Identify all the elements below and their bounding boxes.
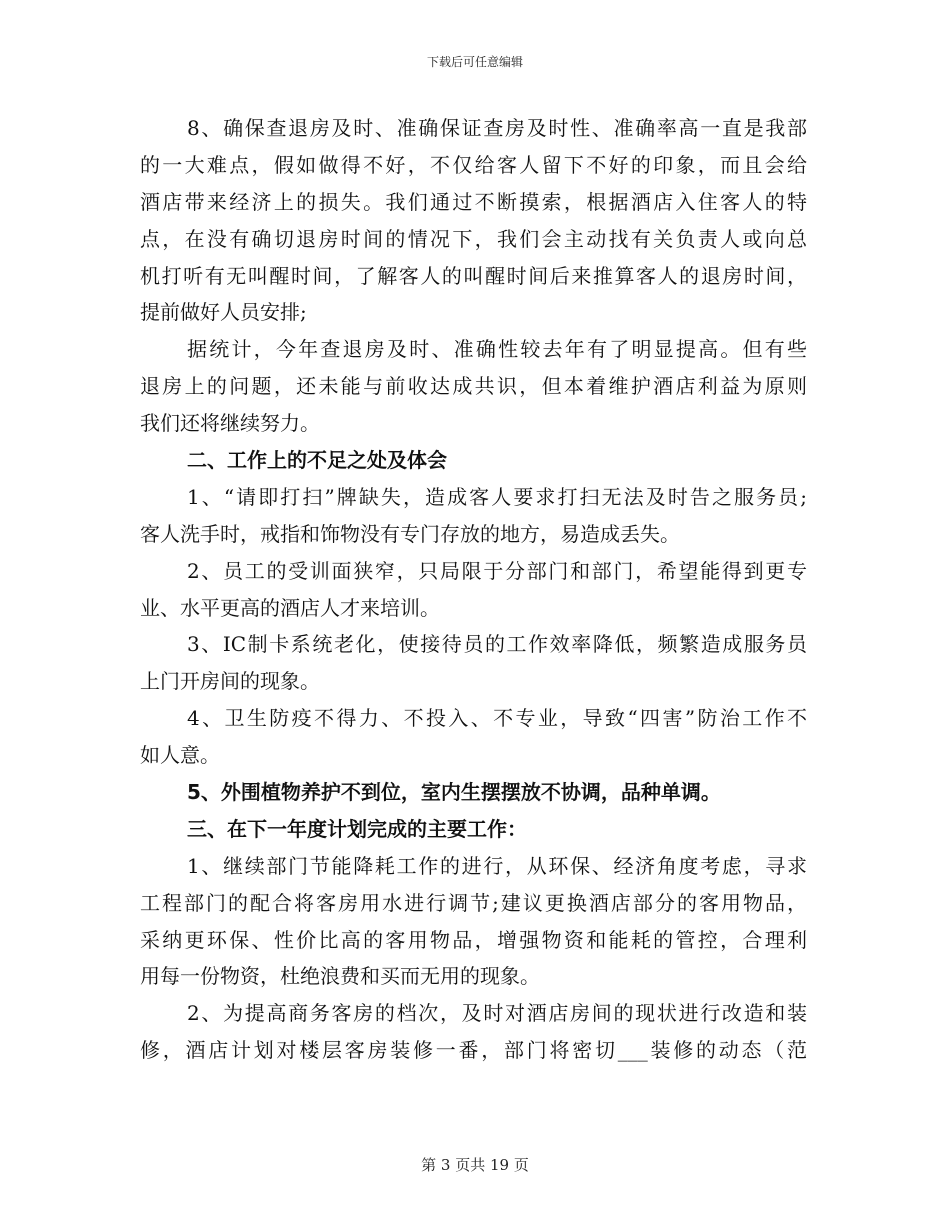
paragraph-line: 退房上的问题，还未能与前收达成共识，但本着维护酒店利益为原则 (140, 374, 807, 399)
paragraph-line: 4、卫生防疫不得力、不投入、不专业，导致“四害”防治工作不 (187, 706, 807, 731)
section-heading: 三、在下一年度计划完成的主要工作： (187, 816, 527, 841)
paragraph-line: 工程部门的配合将客房用水进行调节;建议更换酒店部分的客用物品， (140, 890, 807, 915)
paragraph-line: 如人意。 (140, 743, 220, 768)
paragraph-line: 客人洗手时，戒指和饰物没有专门存放的地方，易造成丢失。 (140, 521, 680, 546)
paragraph-line: 2、员工的受训面狭窄，只局限于分部门和部门，希望能得到更专 (187, 558, 807, 583)
paragraph-line: 业、水平更高的酒店人才来培训。 (140, 595, 440, 620)
paragraph-line: 8、确保查退房及时、准确保证查房及时性、准确率高一直是我部 (187, 116, 807, 140)
paragraph-line: 上门开房间的现象。 (140, 669, 320, 694)
paragraph-line: 点，在没有确切退房时间的情况下，我们会主动找有关负责人或向总 (140, 226, 807, 251)
paragraph-line: 3、IC制卡系统老化，使接待员的工作效率降低，频繁造成服务员 (187, 632, 807, 657)
section-heading: 二、工作上的不足之处及体会 (187, 448, 447, 473)
paragraph-line: 我们还将继续努力。 (140, 411, 320, 436)
page-number-footer: 第 3 页共 19 页 (421, 1156, 529, 1174)
paragraph-line: 修，酒店计划对楼层客房装修一番，部门将密切___装修的动态（范 (140, 1038, 807, 1063)
document-body (140, 110, 807, 1069)
paragraph-line: 酒店带来经济上的损失。我们通过不断摸索，根据酒店入住客人的特 (140, 189, 807, 214)
paragraph-line: 提前做好人员安排; (140, 300, 307, 325)
paragraph-line: 的一大难点，假如做得不好，不仅给客人留下不好的印象，而且会给 (140, 152, 807, 177)
paragraph-line: 采纳更环保、性价比高的客用物品，增强物资和能耗的管控，合理利 (140, 927, 807, 952)
paragraph-line: 机打听有无叫醒时间，了解客人的叫醒时间后来推算客人的退房时间， (140, 263, 807, 288)
paragraph-line: 1、“请即打扫”牌缺失，造成客人要求打扫无法及时告之服务员; (187, 484, 807, 509)
paragraph-line: 1、继续部门节能降耗工作的进行，从环保、经济角度考虑，寻求 (187, 853, 807, 878)
paragraph-line: 用每一份物资，杜绝浪费和买而无用的现象。 (140, 964, 540, 989)
page-header: 下载后可任意编辑 (426, 55, 523, 69)
paragraph-line: 据统计，今年查退房及时、准确性较去年有了明显提高。但有些 (187, 337, 807, 362)
paragraph-line: 2、为提高商务客房的档次，及时对酒店房间的现状进行改造和装 (187, 1001, 807, 1026)
bold-paragraph-line: 5、外围植物养护不到位，室内生摆摆放不协调，品种单调。 (187, 780, 721, 805)
